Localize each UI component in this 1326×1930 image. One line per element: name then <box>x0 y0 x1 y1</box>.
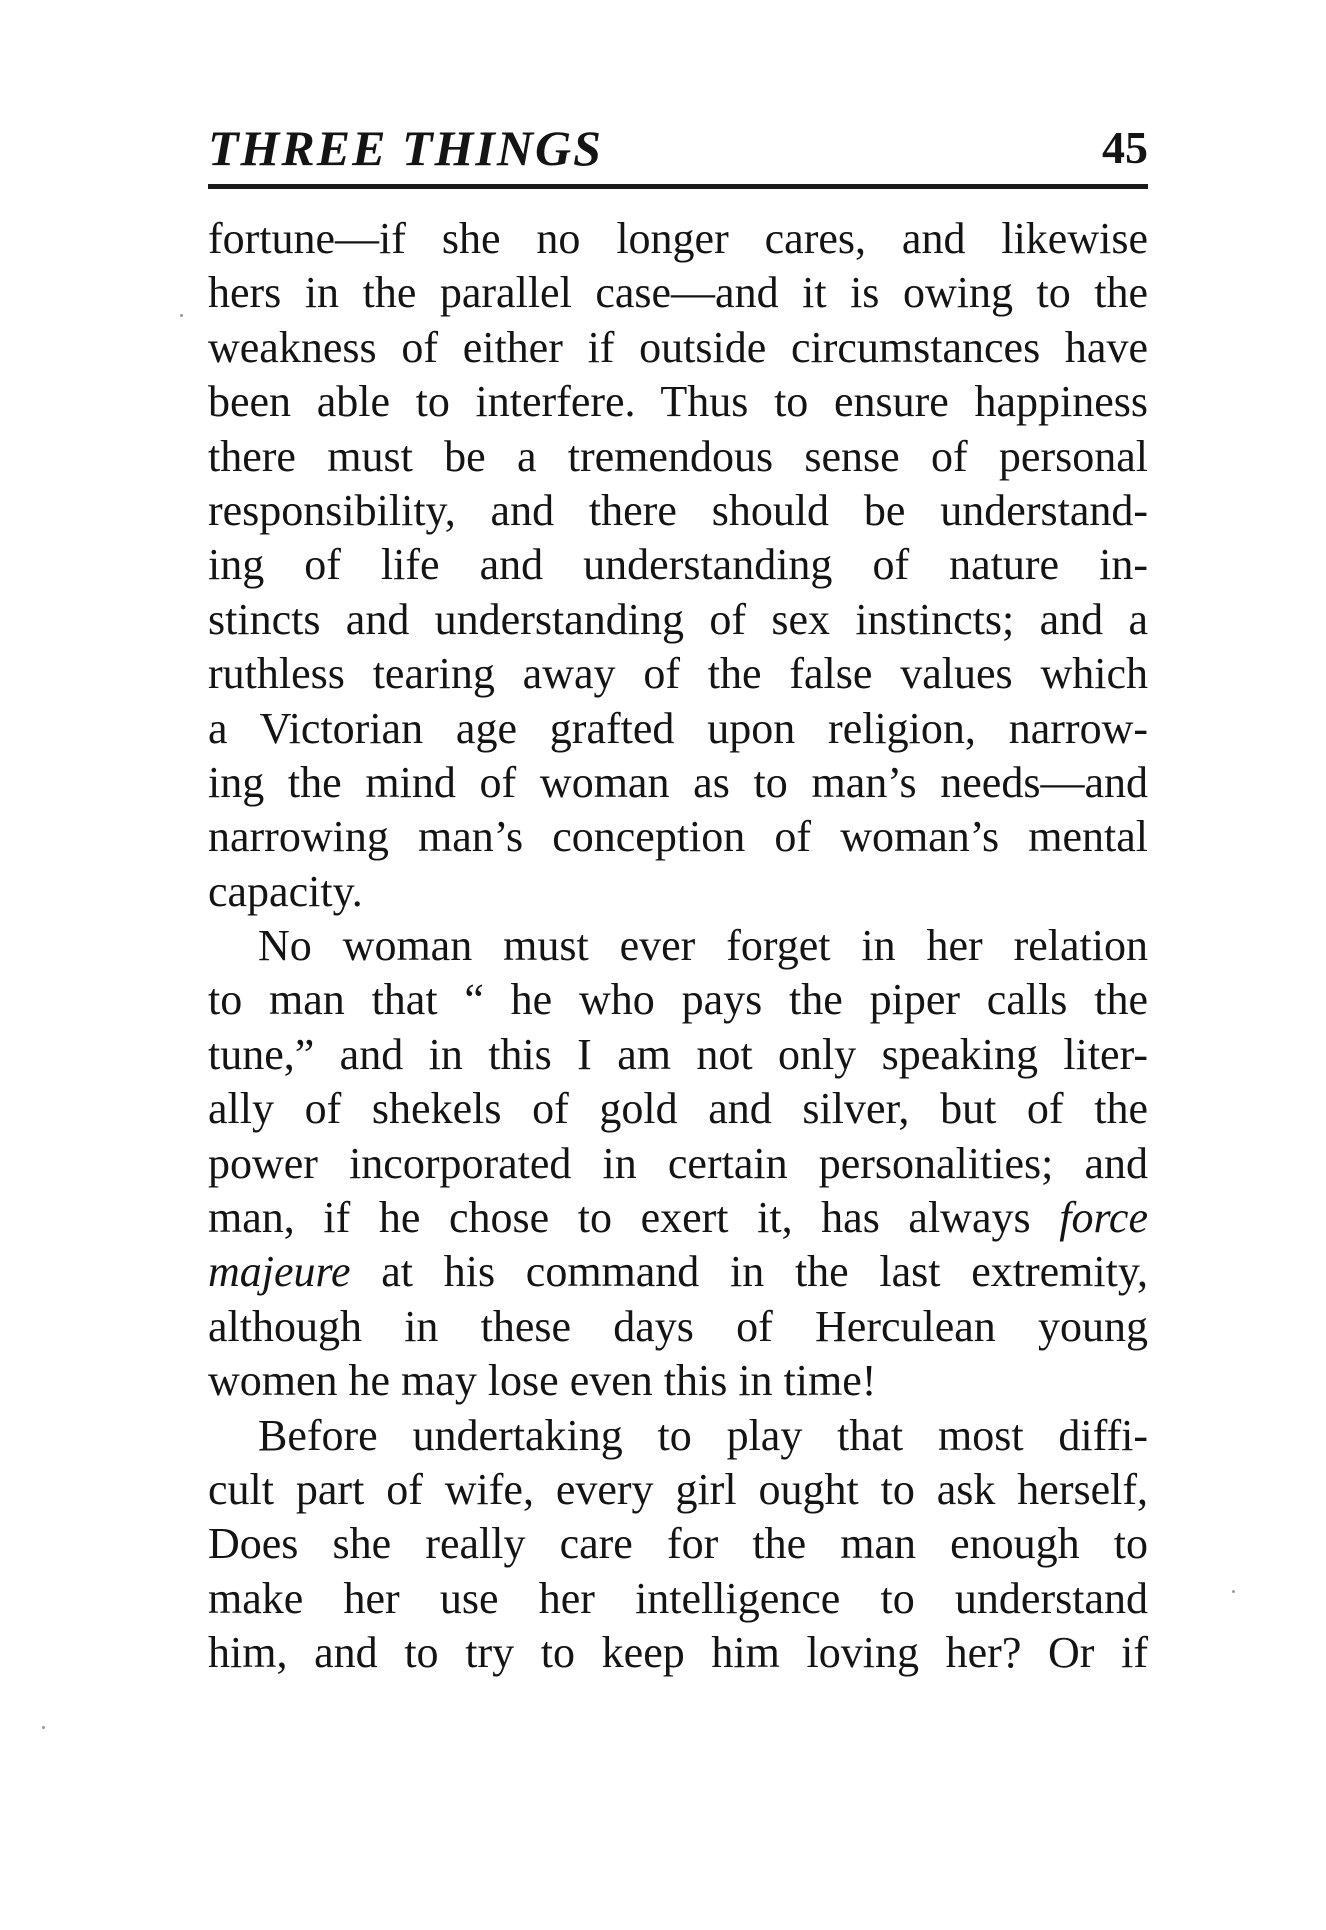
text-line-content: stincts and understanding of sex instincts; and a <box>208 594 1148 644</box>
running-head <box>0 118 1148 178</box>
text-line <box>208 593 1148 647</box>
text-line-content: capacity. <box>208 866 363 916</box>
header-rule <box>208 184 1148 189</box>
text-line <box>208 321 1148 375</box>
text-line-content: been able to interfere. Thus to ensure happiness <box>208 377 1148 427</box>
text-line <box>208 756 1148 810</box>
text-line-content: ing of life and understanding of nature in- <box>208 540 1148 590</box>
scan-speck <box>1232 1590 1235 1593</box>
scan-speck <box>180 314 183 317</box>
text-line-content: ing the mind of woman as to man’s needs—and <box>208 757 1148 807</box>
italic-phrase: force <box>1059 1193 1148 1243</box>
text-line-content: although in these days of Herculean young <box>208 1301 1148 1351</box>
text-line-content: fortune—if she no longer cares, and likewise <box>208 214 1148 263</box>
text-line-content: a Victorian age grafted upon religion, narrow- <box>208 703 1148 753</box>
italic-phrase: majeure <box>208 1247 351 1297</box>
text-line <box>208 1191 1148 1245</box>
page-number: 45 <box>1102 122 1148 173</box>
text-line <box>208 538 1148 592</box>
text-line-content: to man that “ he who pays the piper calls the <box>208 975 1148 1025</box>
text-line <box>208 484 1148 538</box>
body-text <box>208 212 1148 1681</box>
text-line-paragraph-start <box>208 919 1148 973</box>
running-title: THREE THINGS <box>208 120 603 176</box>
text-line <box>208 212 1148 266</box>
text-line <box>208 1245 1148 1299</box>
text-line-content: Does she really care for the man enough to <box>208 1519 1148 1569</box>
text-line-content: ally of shekels of gold and silver, but of the <box>208 1084 1148 1134</box>
text-line-content: women he may lose even this in time! <box>208 1356 877 1406</box>
text-line-content: there must be a tremendous sense of personal <box>208 431 1148 481</box>
text-line-content: power incorporated in certain personalities; and <box>208 1138 1148 1188</box>
text-line <box>208 1300 1148 1354</box>
text-line <box>208 973 1148 1027</box>
text-line <box>208 1082 1148 1136</box>
text-line-paragraph-start <box>208 1409 1148 1463</box>
text-line <box>208 647 1148 701</box>
text-line-content: narrowing man’s conception of woman’s mental <box>208 812 1148 862</box>
text-line-content: ruthless tearing away of the false values which <box>208 649 1148 699</box>
text-line <box>208 430 1148 484</box>
text-line <box>208 810 1148 864</box>
text-line <box>208 266 1148 320</box>
text-line <box>208 375 1148 429</box>
text-line-content: weakness of either if outside circumstances have <box>208 322 1148 372</box>
text-line-content: No woman must ever forget in her relation <box>258 921 1148 971</box>
text-line <box>208 1626 1148 1680</box>
text-line-content: man, if he chose to exert it, has always <box>208 1193 1060 1243</box>
text-line-content: him, and to try to keep him loving her? Or if <box>208 1628 1148 1678</box>
text-line-content: cult part of wife, every girl ought to ask herself, <box>208 1464 1148 1514</box>
text-line-content: make her use her intelligence to understand <box>208 1573 1148 1623</box>
text-line-paragraph-end <box>208 865 1148 919</box>
text-line <box>208 1137 1148 1191</box>
text-line-content: Before undertaking to play that most diffi- <box>258 1410 1148 1460</box>
text-line <box>208 1028 1148 1082</box>
text-line-content: at his command in the last extremity, <box>350 1247 1148 1297</box>
text-line <box>208 1572 1148 1626</box>
text-line <box>208 1517 1148 1571</box>
text-line-content: responsibility, and there should be understand- <box>208 485 1148 535</box>
text-line-content: hers in the parallel case—and it is owing to the <box>208 268 1148 318</box>
text-line-paragraph-end <box>208 1354 1148 1408</box>
scan-speck <box>42 1726 45 1729</box>
text-line <box>208 1463 1148 1517</box>
text-line <box>208 702 1148 756</box>
text-line-content: tune,” and in this I am not only speaking liter- <box>208 1029 1148 1079</box>
